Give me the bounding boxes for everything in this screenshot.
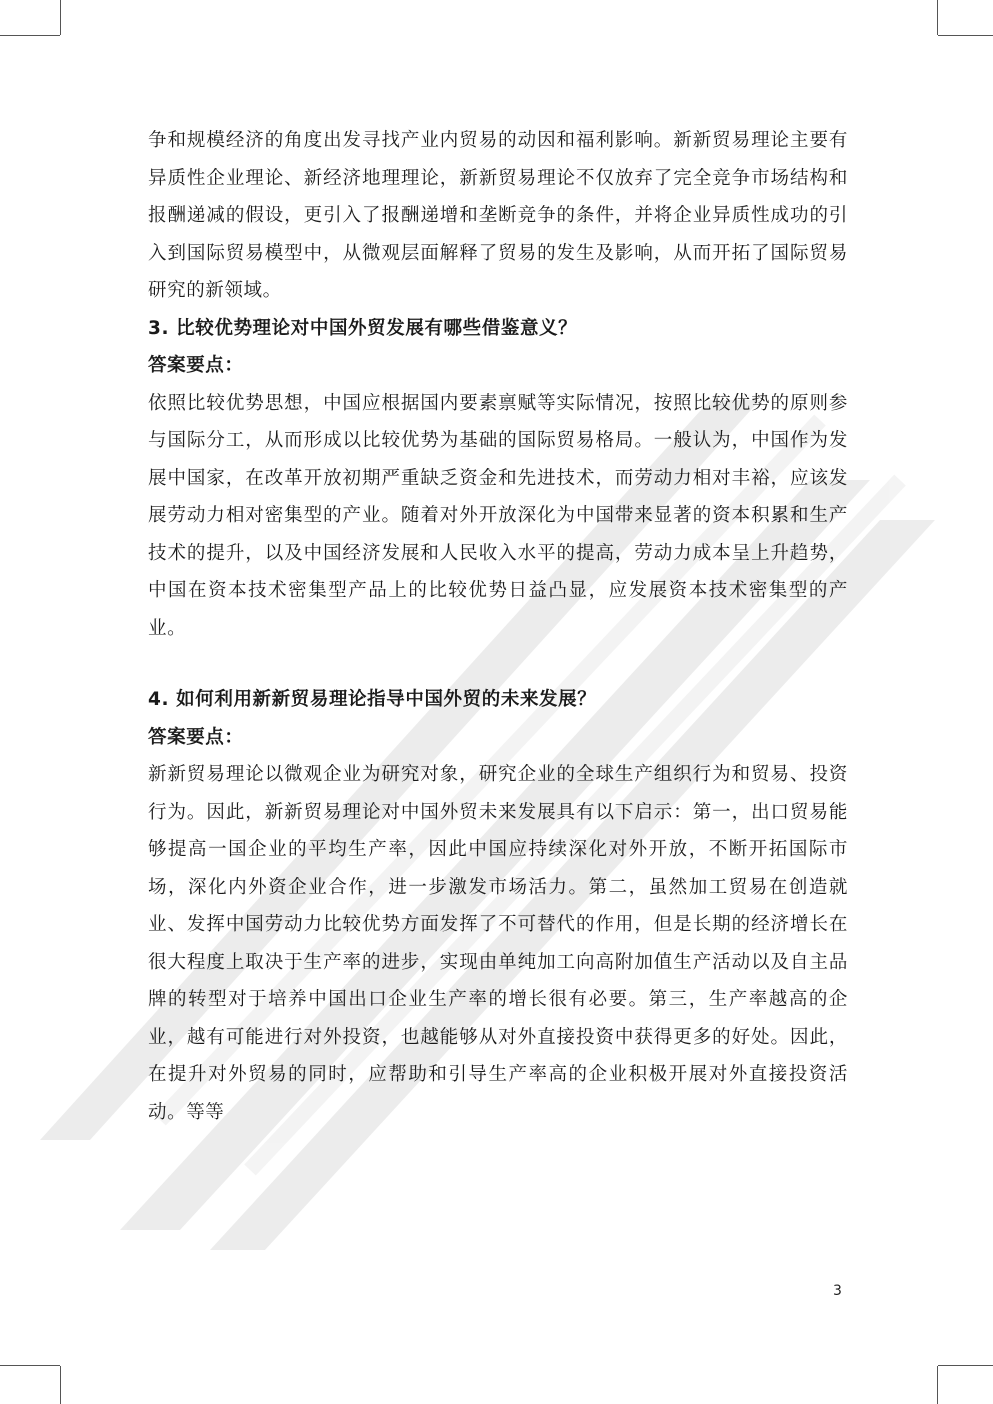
question-4: 4. 如何利用新新贸易理论指导中国外贸的未来发展？ bbox=[148, 689, 597, 710]
answer-label-3: 答案要点： bbox=[148, 355, 244, 376]
crop-mark-bottom-right-vertical bbox=[937, 1366, 938, 1404]
answer-label-4: 答案要点： bbox=[148, 726, 244, 748]
section-gap bbox=[148, 647, 848, 681]
crop-mark-top-right-horizontal bbox=[938, 35, 993, 36]
answer-3: 依照比较优势思想，中国应根据国内要素禀赋等实际情况，按照比较优势的原则参与国际分工，从而形成以比较优势为基础的国际贸易格局。一般认为，中国作为发展中国家，在改革开放初期严重缺乏资金和先进技术，而劳动力相对丰裕，应该发展劳动力相对密集型的产业。随着对外开放深化为中国带来显著的资本积累和生产技术的提升，以及中国经济发展和人民收入水平的提高，劳动力成本呈上升趋势，中国在资本技术密集型产品上的比较优势日益凸显，应发展资本技术密集型的产业。 bbox=[148, 392, 848, 639]
answer-4: 新新贸易理论以微观企业为研究对象，研究企业的全球生产组织行为和贸易、投资行为。因此，新新贸易理论对中国外贸未来发展具有以下启示：第一，出口贸易能够提高一国企业的平均生产率，因此中国应持续深化对外开放，不断开拓国际市场，深化内外资企业合作，进一步激发市场活力。第二，虽然加工贸易在创造就业、发挥中国劳动力比较优势方面发挥了不可替代的作用，但是长期的经济增长在很大程度上取决于生产率的进步，实现由单纯加工向高附加值生产活动以及自主品牌的转型对于培养中国出口企业生产率的增长很有必要。第三，生产率越高的企业，越有可能进行对外投资，也越能够从对外直接投资中获得更多的好处。因此，在提升对外贸易的同时，应帮助和引导生产率高的企业积极开展对外直接投资活动。等等 bbox=[148, 764, 848, 1123]
page-number: 3 bbox=[833, 1283, 842, 1299]
section-2-continuation: 争和规模经济的角度出发寻找产业内贸易的动因和福利影响。新新贸易理论主要有异质性企业理论、新经济地理理论，新新贸易理论不仅放弃了完全竞争市场结构和报酬递减的假设，更引入了报酬递增和垄断竞争的条件，并将企业异质性成功的引入到国际贸易模型中，从微观层面解释了贸易的发生及影响，从而开拓了国际贸易研究的新领域。 bbox=[148, 130, 848, 301]
question-3: 3. 比较优势理论对中国外贸发展有哪些借鉴意义？ bbox=[148, 317, 578, 339]
crop-mark-bottom-right-horizontal bbox=[938, 1365, 993, 1366]
crop-mark-bottom-left-vertical bbox=[60, 1366, 61, 1404]
crop-mark-top-left-vertical bbox=[60, 0, 61, 35]
crop-mark-bottom-left-horizontal bbox=[0, 1365, 60, 1366]
document-body bbox=[148, 122, 848, 1131]
crop-mark-top-right-vertical bbox=[937, 0, 938, 35]
crop-mark-top-left-horizontal bbox=[0, 35, 60, 36]
